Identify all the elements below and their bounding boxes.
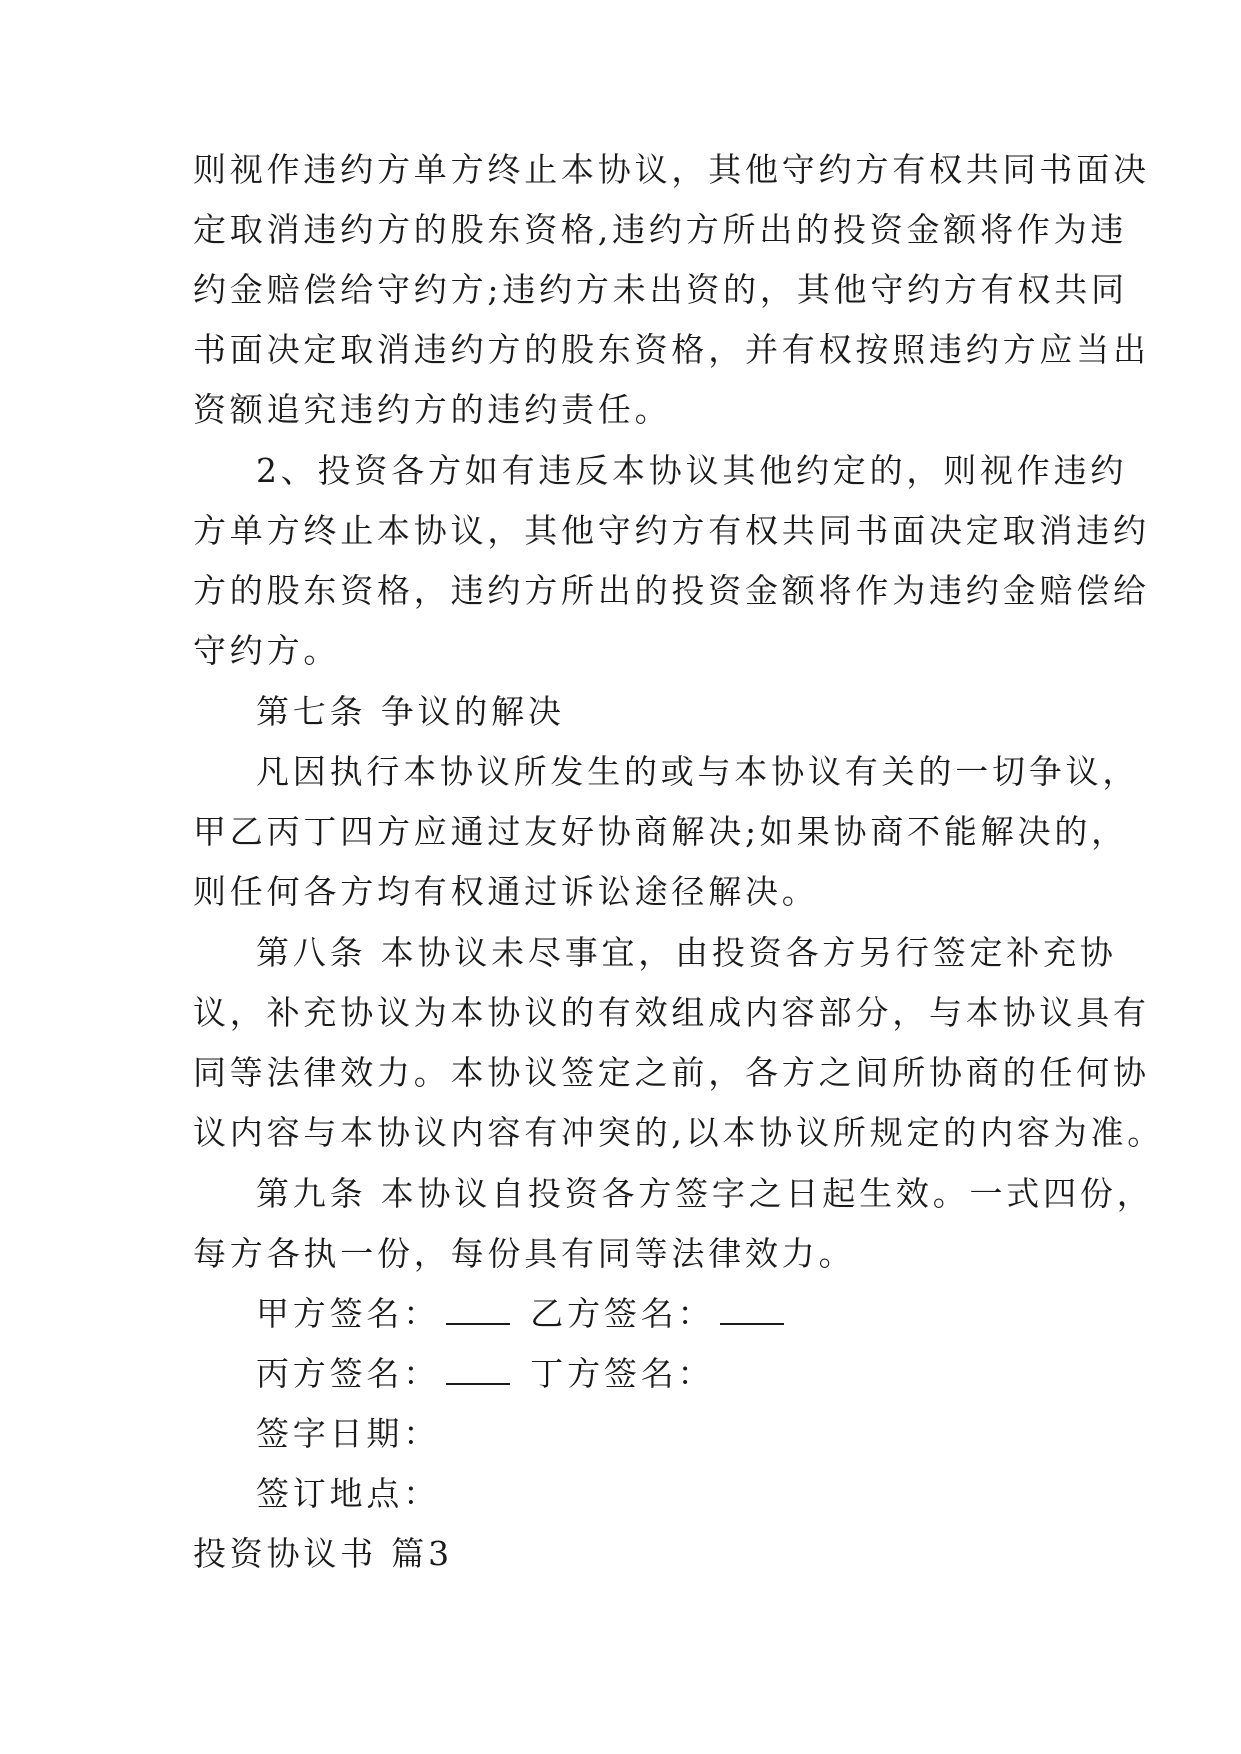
party-c-signature-label: 丙方签名： [256,1354,440,1393]
text-line: 资额追究违约方的违约责任。 [193,390,672,429]
text-line: 第八条 本协议未尽事宜，由投资各方另行签定补充协 [256,933,1117,972]
party-b-signature-label: 乙方签名： [530,1294,715,1333]
text-line: 则任何各方均有权通过诉讼途径解决。 [193,872,819,911]
section-heading: 第七条 争议的解决 [256,692,565,731]
signing-date-label: 签字日期： [256,1414,440,1453]
text-line: 定取消违约方的股东资格,违约方所出的投资金额将作为违 [193,210,1128,249]
text-line: 每方各执一份，每份具有同等法律效力。 [193,1234,856,1273]
text-line: 方单方终止本协议，其他守约方有权共同书面决定取消违约 [193,511,1150,550]
text-line: 约金赔偿给守约方;违约方未出资的，其他守约方有权共同 [193,270,1128,309]
text-line: 议，补充协议为本协议的有效组成内容部分，与本协议具有 [193,993,1150,1032]
party-a-signature-blank [446,1297,510,1325]
party-a-signature-label: 甲方签名： [256,1294,440,1333]
text-line: 同等法律效力。本协议签定之前，各方之间所协商的任何协 [193,1053,1150,1092]
text-line: 方的股东资格，违约方所出的投资金额将作为违约金赔偿给 [193,571,1150,610]
text-line: 凡因执行本协议所发生的或与本协议有关的一切争议， [256,752,1140,791]
next-section-heading: 投资协议书 篇3 [193,1534,453,1573]
signature-row-cd [256,1354,1076,1394]
signing-place-label: 签订地点： [256,1474,440,1513]
party-c-signature-blank [446,1357,510,1385]
text-line: 甲乙丙丁四方应通过友好协商解决;如果协商不能解决的， [193,812,1128,851]
party-b-signature-blank [720,1297,784,1325]
text-line: 2、投资各方如有违反本协议其他约定的，则视作违约 [256,451,1128,490]
text-line: 第九条 本协议自投资各方签字之日起生效。一式四份， [256,1174,1154,1213]
signature-row-ab [256,1294,1076,1334]
text-line: 书面决定取消违约方的股东资格，并有权按照违约方应当出 [193,330,1150,369]
party-d-signature-label: 丁方签名： [530,1354,715,1393]
text-line: 守约方。 [193,631,341,670]
text-line: 则视作违约方单方终止本协议，其他守约方有权共同书面决 [193,150,1150,189]
text-line: 议内容与本协议内容有冲突的,以本协议所规定的内容为准。 [193,1113,1165,1152]
